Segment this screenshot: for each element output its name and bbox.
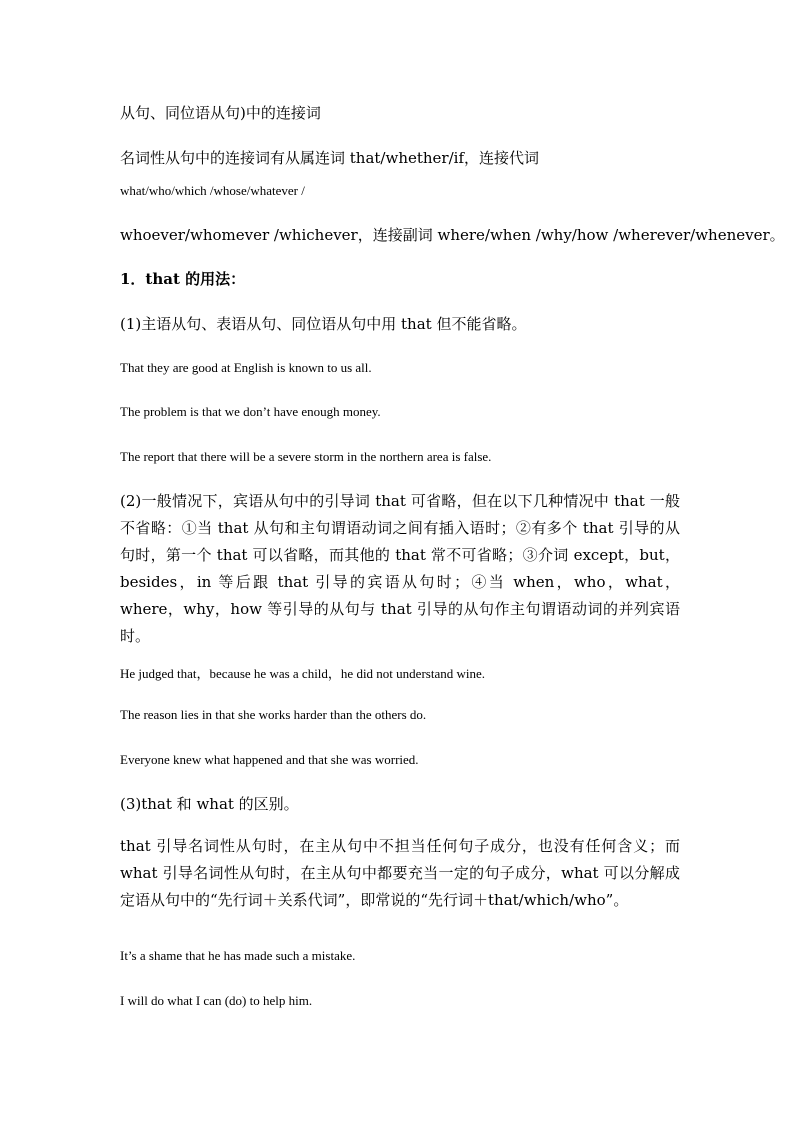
example-sentence: The reason lies in that she works harder than the others do. [120, 707, 427, 722]
rule-2: (2)一般情况下，宾语从句中的引导词 that 可省略，但在以下几种情况中 that 一般不省略：①当 that 从句和主句谓语动词之间有插入语时；②有多个 that 引导的从句时，第一个 that 可以省略，而其他的 that 常不可省略；③介词 except，but，besides，in 等后跟 that 引导的宾语从句时；④当 when，who，what，where，why，how 等引导的从句与 that 引导的从句作主句谓语动词的并列宾语时。 [120, 492, 680, 645]
example-sentence: The problem is that we don’t have enough money. [120, 404, 381, 419]
rule-3: (3)that 和 what 的区别。 [120, 795, 299, 813]
heading-line: 从句、同位语从句)中的连接词 [120, 104, 321, 122]
rule-3-explanation: that 引导名词性从句时，在主从句中不担当任何句子成分，也没有任何含义；而 what 引导名词性从句时，在主从句中都要充当一定的句子成分，what 可以分解成定语从句中的“先行词＋关系代词”，即常说的“先行词＋that/which/who”。 [120, 837, 680, 909]
example-sentence: It’s a shame that he has made such a mistake. [120, 948, 356, 963]
paragraph-line: whoever/whomever /whichever，连接副词 where/when /why/how /wherever/whenever。 [120, 226, 785, 244]
paragraph-line: 名词性从句中的连接词有从属连词 that/whether/if，连接代词 [120, 149, 539, 167]
example-sentence: Everyone knew what happened and that she was worried. [120, 752, 419, 767]
example-sentence: He judged that，because he was a child，he did not understand wine. [120, 666, 485, 681]
paragraph-line: what/who/which /whose/whatever / [120, 183, 305, 198]
section-heading: 1．that 的用法： [120, 270, 246, 288]
example-sentence: I will do what I can (do) to help him. [120, 993, 313, 1008]
rule-1: (1)主语从句、表语从句、同位语从句中用 that 但不能省略。 [120, 315, 527, 333]
example-sentence: The report that there will be a severe storm in the northern area is false. [120, 449, 492, 464]
example-sentence: That they are good at English is known to us all. [120, 360, 372, 375]
